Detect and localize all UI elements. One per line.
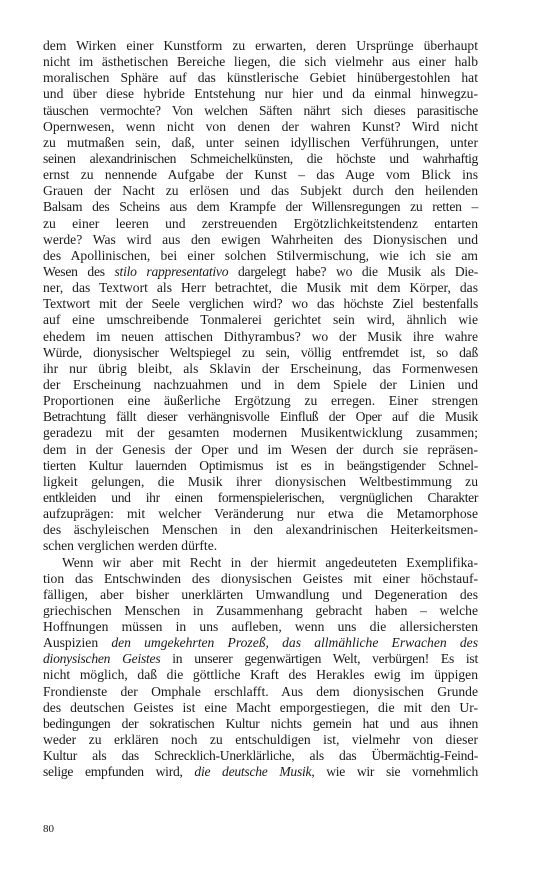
text-line: seinen alexandrinischen Schmeichelkünsten, die höchste und wahrhaftig bbox=[43, 150, 478, 166]
text-line: moralischen Sphäre auf das künstlerische Gebiet hinübergestohlen hat bbox=[43, 70, 478, 86]
text-line-with-italic bbox=[43, 635, 478, 651]
text-line: des Apollinischen, bei einer solchen Stilvermischung, wie ich sie am bbox=[43, 247, 478, 263]
text-segment: dargelegt habe? wo die Musik als Die- bbox=[228, 263, 478, 279]
text-line: Hoffnungen müssen in uns aufleben, wenn uns die allersichersten bbox=[43, 619, 478, 635]
text-line: der Erscheinung nachzuahmen und in dem Spiele der Linien und bbox=[43, 376, 478, 392]
text-line: ner, das Textwort als Herr betrachtet, die Musik mit dem Körper, das bbox=[43, 280, 478, 296]
text-line: Balsam des Scheins aus dem Krampfe der Willensregungen zu retten – bbox=[43, 199, 478, 215]
text-line: weder zu erklären noch zu entschuldigen ist, vielmehr von dieser bbox=[43, 732, 478, 748]
text-segment: selige empfunden wird, bbox=[43, 764, 195, 780]
text-line: ligkeit gelungen, die Musik ihrer dionysischen Weltbestimmung zu bbox=[43, 473, 478, 489]
text-line: werde? Was wird aus den ewigen Wahrheiten des Dionysischen und bbox=[43, 231, 478, 247]
text-line: dem Wirken einer Kunstform zu erwarten, deren Ursprünge überhaupt bbox=[43, 38, 478, 53]
text-line: des deutschen Geistes ist eine Macht emporgestiegen, die mit den Ur- bbox=[43, 699, 478, 715]
text-line: Betrachtung fällt dieser verhängnisvolle Einfluß der Oper auf die Musik bbox=[43, 409, 478, 425]
text-line: fälligen, aber bisher unerklärten Umwandlung und Degeneration des bbox=[43, 586, 478, 602]
text-line: entkleiden und ihr einen formenspielerischen, vergnüglichen Charakter bbox=[43, 489, 478, 505]
text-line: und über diese hybride Entstehung nur hier und da einmal hinwegzu- bbox=[43, 86, 478, 102]
text-line: auf eine umschreibende Tonmalerei gerichtet sein wird, ähnlich wie bbox=[43, 312, 478, 328]
italic-phrase: stilo rappresentativo bbox=[114, 263, 229, 279]
italic-phrase: die deutsche Musik bbox=[194, 764, 312, 780]
text-line: geradezu mit der gesamten modernen Musikentwicklung zusammen; bbox=[43, 425, 478, 441]
text-line: bedingungen der sokratischen Kultur nichts gemein hat und aus ihnen bbox=[43, 715, 478, 731]
text-segment: in unserer gegenwärtigen Welt, verbürgen! Es ist bbox=[160, 651, 478, 667]
text-line-with-italic bbox=[43, 651, 478, 667]
paragraph-first-line: Wenn wir aber mit Recht in der hiermit angedeuteten Exemplifika- bbox=[62, 554, 478, 570]
text-line: zu mutmaßen sein, daß, unter seinen idyllischen Verführungen, unter bbox=[43, 134, 478, 150]
text-line: Würde, dionysischer Weltspiegel zu sein, völlig entfremdet ist, so daß bbox=[43, 344, 478, 360]
text-line: täuschen vermochte? Von welchen Säften nährt sich dieses parasitische bbox=[43, 102, 478, 118]
text-line: nicht im ästhetischen Bereiche liegen, die sich vielmehr aus einer halb bbox=[43, 54, 478, 70]
text-line: schen verglichen werden dürfte. bbox=[43, 538, 218, 554]
text-line-with-italic bbox=[43, 264, 478, 280]
italic-phrase: dionysischen Geistes bbox=[43, 651, 161, 667]
text-line: ihr nur übrig bleibt, als Sklavin der Erscheinung, das Formenwesen bbox=[43, 360, 478, 376]
body-text bbox=[43, 38, 478, 780]
text-line: Frondienste der Omphale erschlafft. Aus dem dionysischen Grunde bbox=[43, 683, 478, 699]
text-line: Grauen der Nacht zu erlösen und das Subjekt durch den heilenden bbox=[43, 183, 478, 199]
text-line: Proportionen eine äußerliche Ergötzung zu erregen. Einer strengen bbox=[43, 393, 478, 409]
text-line: griechischen Menschen in Zusammenhang gebracht haben – welche bbox=[43, 602, 478, 618]
text-line: tion das Entschwinden des dionysischen Geistes mit einer höchstauf- bbox=[43, 570, 478, 586]
text-line: des äschyleischen Menschen in den alexandrinischen Heiterkeitsmen- bbox=[43, 522, 478, 538]
italic-phrase: den umgekehrten Prozeß, das allmähliche Erwachen des bbox=[111, 635, 478, 651]
page-number: 80 bbox=[43, 823, 54, 835]
text-line: Opernwesen, wenn nicht von denen der wahren Kunst? Wird nicht bbox=[43, 118, 478, 134]
text-line-with-italic bbox=[43, 764, 478, 780]
text-line: aufzuprägen: mit welcher Veränderung nur etwa die Metamorphose bbox=[43, 506, 478, 522]
text-line: tierten Kultur lauernden Optimismus ist es in beängstigender Schnel- bbox=[43, 457, 478, 473]
text-line: Textwort mit der Seele verglichen wird? wo das höchste Ziel bestenfalls bbox=[43, 296, 478, 312]
text-line: ernst zu nennende Aufgabe der Kunst – das Auge vom Blick ins bbox=[43, 167, 478, 183]
text-line: nicht möglich, daß die göttliche Kraft des Herakles ewig im üppigen bbox=[43, 667, 478, 683]
text-line: ehedem im neuen attischen Dithyrambus? wo der Musik ihre wahre bbox=[43, 328, 478, 344]
text-segment: Wesen des bbox=[43, 263, 115, 279]
text-segment: , wie wir sie vornehmlich bbox=[311, 764, 479, 780]
text-line: Kultur als das Schrecklich-Unerklärliche, als das Übermächtig-Feind- bbox=[43, 748, 478, 764]
text-line: dem in der Genesis der Oper und im Wesen der durch sie repräsen- bbox=[43, 441, 478, 457]
text-segment: Auspizien bbox=[43, 635, 112, 651]
text-line: zu einer leeren und zerstreuenden Ergötzlichkeitstendenz entarten bbox=[43, 215, 478, 231]
